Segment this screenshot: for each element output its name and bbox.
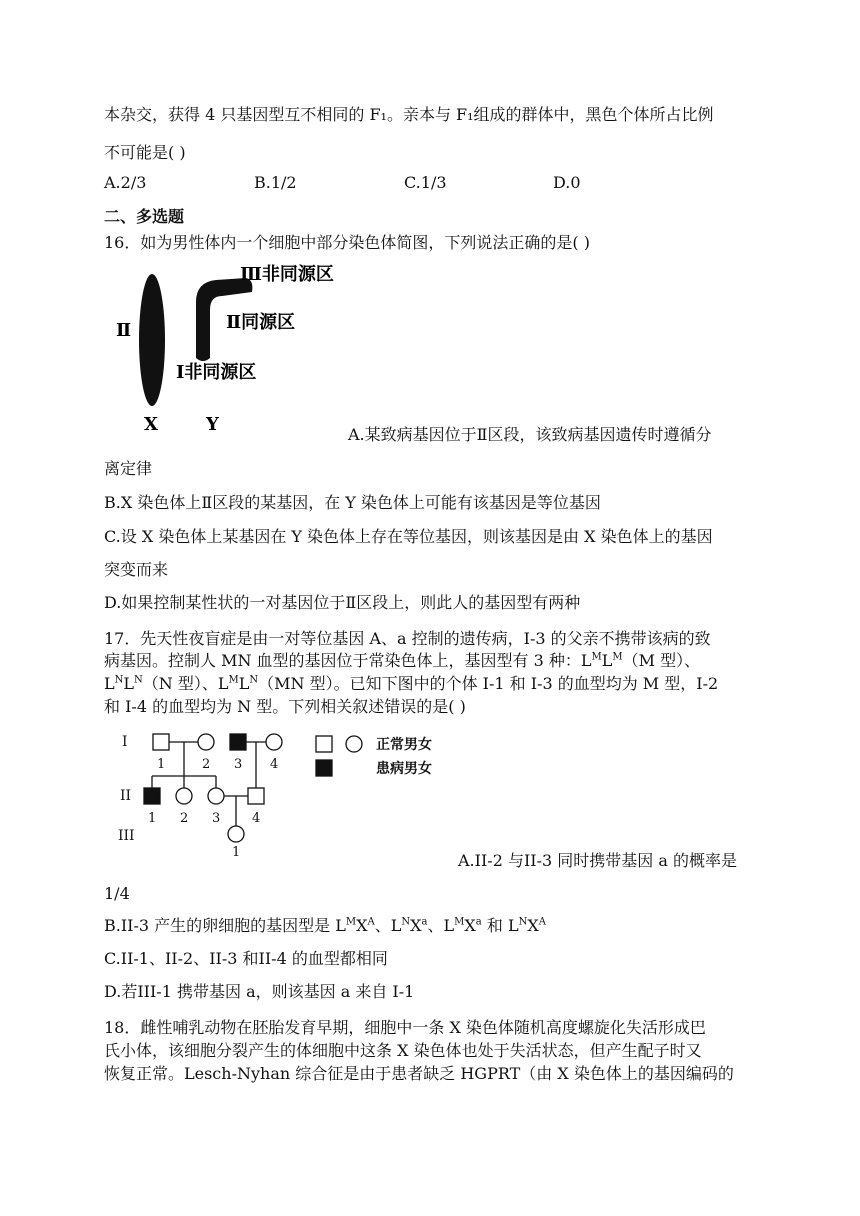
- pedigree-ii4-male: [248, 788, 264, 804]
- q15-option-b: B.1/2: [254, 173, 297, 192]
- legend-affected-male: [316, 760, 332, 776]
- q17-option-a-line1: A.II-2 与II-3 同时携带基因 a 的概率是: [458, 851, 737, 870]
- gen-label-ii: II: [120, 788, 132, 804]
- pedigree-chart: [114, 728, 474, 858]
- num-ii3: 3: [212, 811, 221, 826]
- pedigree-i4-female: [266, 734, 282, 750]
- q16-option-c-line2: 突变而来: [104, 560, 169, 579]
- q16-option-b: B.X 染色体上Ⅱ区段的某基因，在 Y 染色体上可能有该基因是等位基因: [104, 493, 601, 512]
- label-ii-homologous: Ⅱ同源区: [226, 312, 296, 333]
- q16-option-c-line1: C.设 X 染色体上某基因在 Y 染色体上存在等位基因，则该基因是由 X 染色体上的基因: [104, 527, 713, 546]
- label-y: Y: [206, 414, 219, 435]
- q17-option-d: D.若III-1 携带基因 a，则该基因 a 来自 I-1: [104, 982, 415, 1001]
- num-i1: 1: [157, 757, 166, 772]
- num-ii4: 4: [252, 811, 261, 826]
- pedigree-ii1-male-affected: [144, 788, 160, 804]
- q16-option-a-line2: 离定律: [104, 459, 153, 478]
- pedigree-i1-male: [153, 734, 169, 750]
- pedigree-ii3-female: [208, 788, 224, 804]
- q17-option-b: B.II-3 产生的卵细胞的基因型是 $L^MX^A$、$L^NX^a$、$L^MX^a$ 和 $L^NX^A$: [104, 916, 546, 935]
- pedigree-ii2-female: [176, 788, 192, 804]
- q16-stem: 16．如为男性体内一个细胞中部分染色体简图，下列说法正确的是( ): [104, 233, 590, 252]
- num-ii1: 1: [148, 811, 157, 826]
- num-iii1: 1: [232, 845, 241, 858]
- legend-normal-male: [316, 736, 332, 752]
- q17-option-a-line2: 1/4: [104, 884, 130, 903]
- num-i3: 3: [234, 757, 243, 772]
- q17-line4: 和 I-4 的血型均为 N 型。下列相关叙述错误的是( ): [104, 697, 466, 716]
- q16-option-d: D.如果控制某性状的一对基因位于Ⅱ区段上，则此人的基因型有两种: [104, 593, 581, 612]
- num-ii2: 2: [180, 811, 189, 826]
- legend-normal-female: [346, 736, 362, 752]
- legend-affected-label: 患病男女: [376, 761, 432, 777]
- num-i4: 4: [270, 757, 279, 772]
- q18-line2: 氏小体，该细胞分裂产生的体细胞中这条 X 染色体也处于失活状态，但产生配子时又: [104, 1041, 702, 1060]
- q17-line2: 病基因。控制人 MN 血型的基因位于常染色体上，基因型有 3 种：$L^ML^M(M$ 型）、: [104, 651, 701, 670]
- q15-line1: 本杂交，获得 4 只基因型互不相同的 F₁。亲本与 F₁组成的群体中，黑色个体所占比例: [104, 105, 714, 124]
- label-iii-nonhomologous: Ⅲ非同源区: [240, 264, 334, 285]
- q18-line3: 恢复正常。Lesch-Nyhan 综合征是由于患者缺乏 HGPRT（由 X 染色体上的基因编码的: [104, 1064, 734, 1083]
- legend-normal-label: 正常男女: [376, 737, 432, 753]
- q15-option-c: C.1/3: [404, 173, 447, 192]
- label-i-nonhomologous: Ⅰ非同源区: [176, 362, 257, 383]
- q15-line2: 不可能是( ): [104, 143, 186, 162]
- num-i2: 2: [202, 757, 211, 772]
- label-ii-left: Ⅱ: [116, 320, 132, 341]
- q18-line1: 18．雌性哺乳动物在胚胎发育早期，细胞中一条 X 染色体随机高度螺旋化失活形成巴: [104, 1018, 706, 1037]
- q15-option-a: A.2/3: [104, 173, 147, 192]
- q17-line3: $L^NL^N(N$ 型）、$L^ML^N(MN$ 型）。已知下图中的个体 I-1 和 I-3 的血型均为 M 型，I-2: [104, 674, 719, 693]
- section-title-multi-choice: 二、多选题: [104, 207, 185, 226]
- x-chromosome-shape: [139, 274, 165, 406]
- gen-label-i: I: [122, 734, 128, 750]
- q16-option-a-line1: A.某致病基因位于Ⅱ区段，该致病基因遗传时遵循分: [348, 425, 712, 444]
- q17-line1: 17．先天性夜盲症是由一对等位基因 A、a 控制的遗传病，I-3 的父亲不携带该病的致: [104, 629, 711, 648]
- q15-option-d: D.0: [553, 173, 581, 192]
- label-x: X: [144, 414, 158, 435]
- pedigree-i3-male-affected: [230, 734, 246, 750]
- chromosome-figure: [104, 258, 364, 438]
- pedigree-iii1-female: [228, 826, 244, 842]
- pedigree-i2-female: [198, 734, 214, 750]
- gen-label-iii: III: [118, 828, 135, 844]
- q17-option-c: C.II-1、II-2、II-3 和II-4 的血型都相同: [104, 949, 388, 968]
